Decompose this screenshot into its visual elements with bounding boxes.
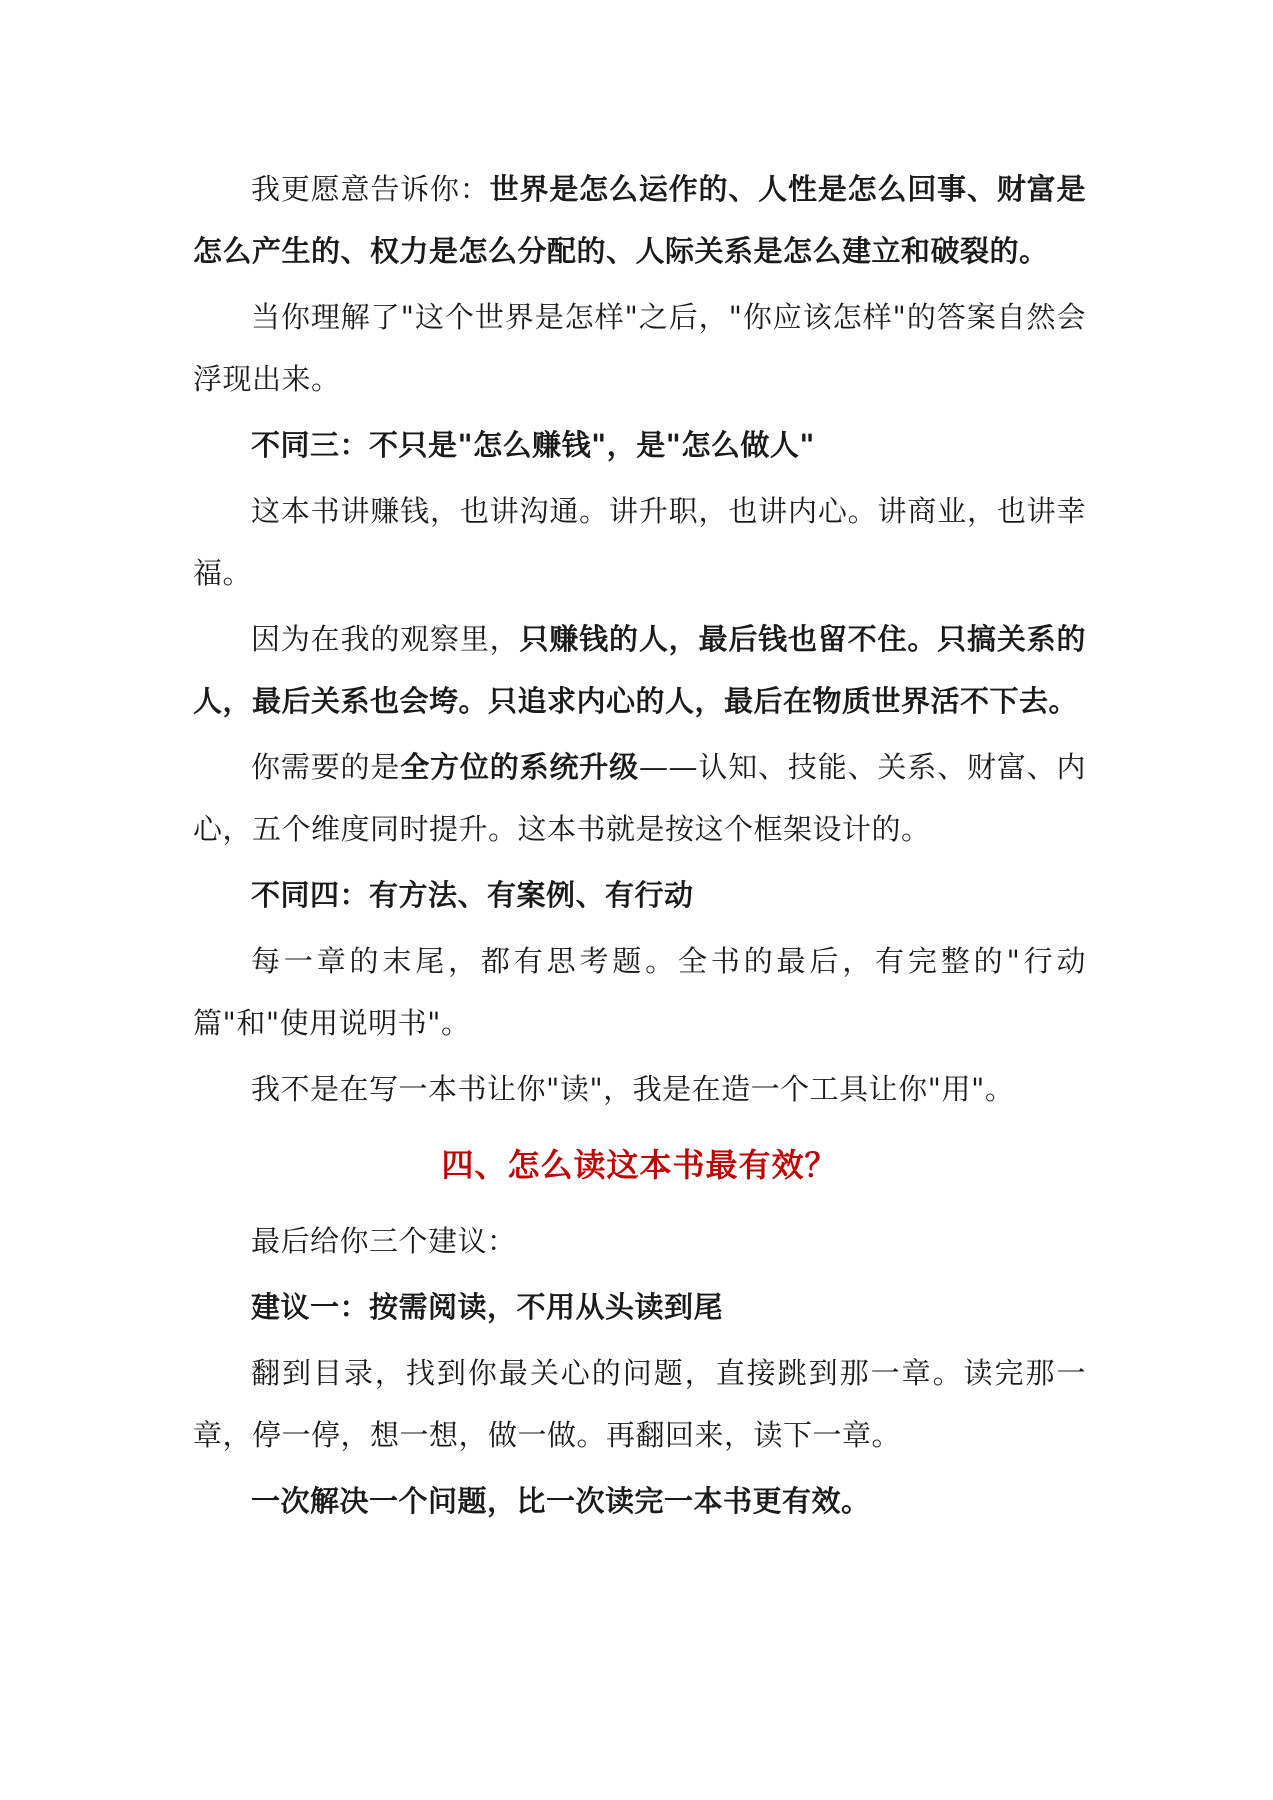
paragraph-text: 你需要的是 bbox=[251, 750, 401, 784]
paragraph-text: 我更愿意告诉你： bbox=[251, 172, 490, 206]
paragraph-observation bbox=[193, 608, 1086, 732]
bold-emphasis: 只赚钱的人，最后钱也留不住。只搞关系的人，最后关系也会垮。只追求内心的人，最后在物质世界活不下去。 bbox=[193, 622, 1086, 718]
paragraph-one-problem: 一次解决一个问题，比一次读完一本书更有效。 bbox=[251, 1484, 871, 1518]
paragraph-text: 因为在我的观察里， bbox=[251, 622, 520, 656]
paragraph-text: ——认知、技能、关系、财富、内心，五个维度同时提升。这本书就是按这个框架设计的。 bbox=[193, 750, 1086, 846]
paragraph-book-topics: 这本书讲赚钱，也讲沟通。讲升职，也讲内心。讲商业，也讲幸福。 bbox=[193, 494, 1086, 590]
paragraph-toc-advice: 翻到目录，找到你最关心的问题，直接跳到那一章。读完那一章，停一停，想一想，做一做。再翻回来，读下一章。 bbox=[193, 1356, 1086, 1452]
document-body bbox=[193, 158, 1086, 1536]
paragraph-tool: 我不是在写一本书让你"读"，我是在造一个工具让你"用"。 bbox=[251, 1072, 1015, 1106]
section-heading: 四、怎么读这本书最有效？ bbox=[441, 1146, 838, 1184]
paragraph-world-explained bbox=[193, 158, 1086, 282]
paragraph-system-upgrade bbox=[193, 736, 1086, 860]
subheading-difference-three: 不同三：不只是"怎么赚钱"，是"怎么做人" bbox=[251, 428, 815, 462]
paragraph-chapter-questions: 每一章的末尾，都有思考题。全书的最后，有完整的"行动篇"和"使用说明书"。 bbox=[193, 944, 1086, 1040]
subheading-difference-four: 不同四：有方法、有案例、有行动 bbox=[251, 878, 694, 912]
bold-emphasis: 世界是怎么运作的、人性是怎么回事、财富是怎么产生的、权力是怎么分配的、人际关系是怎么建立和破裂的。 bbox=[193, 172, 1086, 268]
paragraph-three-suggestions: 最后给你三个建议： bbox=[251, 1224, 517, 1258]
paragraph-understanding: 当你理解了"这个世界是怎样"之后，"你应该怎样"的答案自然会浮现出来。 bbox=[193, 300, 1086, 396]
bold-emphasis: 全方位的系统升级 bbox=[400, 750, 639, 784]
subheading-suggestion-one: 建议一：按需阅读，不用从头读到尾 bbox=[251, 1290, 724, 1324]
